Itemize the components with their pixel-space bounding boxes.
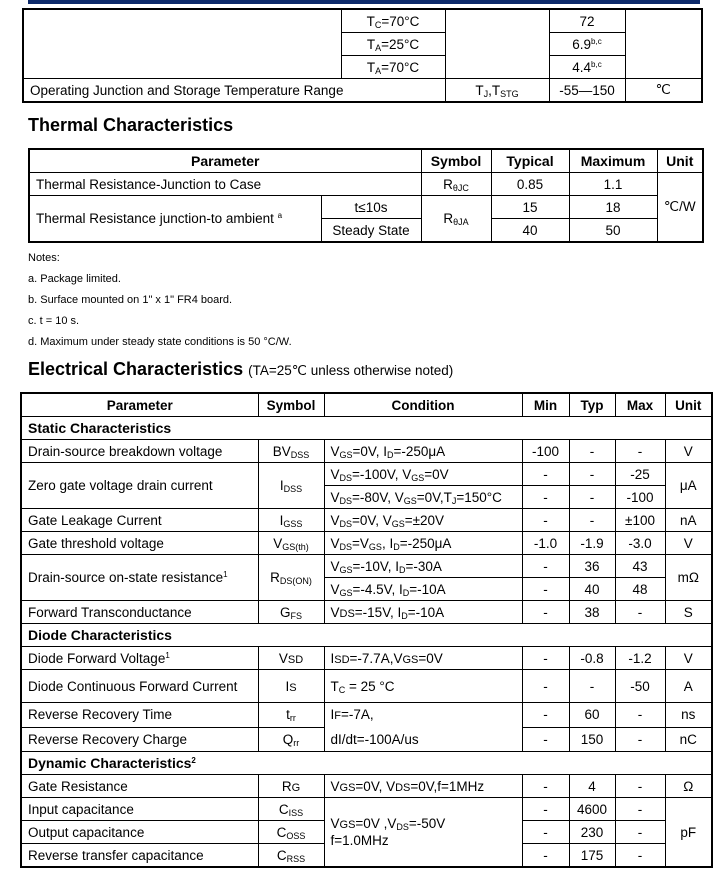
section-title: Thermal Characteristics (28, 115, 234, 135)
min-cell: - (522, 798, 569, 821)
max-cell: -25 (615, 463, 665, 486)
parameter-cell: Drain-source on-state resistance$^1$ (21, 555, 258, 601)
notes (28, 248, 292, 353)
column-header: Symbol (421, 149, 491, 173)
symbol-cell: $t_{rr}$ (258, 703, 324, 728)
unit-cell: mΩ (665, 555, 712, 601)
value-cell: -55—150 (549, 79, 625, 103)
min-cell: - (522, 578, 569, 601)
typ-cell: -1.9 (569, 532, 615, 555)
unit-cell: μA (665, 463, 712, 509)
max-cell: 48 (615, 578, 665, 601)
typ-cell: 36 (569, 555, 615, 578)
note-item: b. Surface mounted on 1" x 1" FR4 board. (28, 294, 233, 306)
unit-cell: ℃/W (657, 173, 703, 243)
min-cell: -1.0 (522, 532, 569, 555)
typ-cell: 230 (569, 821, 615, 844)
symbol-cell: IS (258, 670, 324, 703)
condition-cell: $V_{GS}=-4.5V$, $I_D=-10A$ (324, 578, 522, 601)
min-cell: - (522, 821, 569, 844)
min-cell: - (522, 703, 569, 728)
parameter-cell: Diode Forward Voltage$^1$ (21, 647, 258, 670)
max-cell: - (615, 844, 665, 868)
symbol-cell: $Q_{rr}$ (258, 727, 324, 752)
condition-cell: IF=-7A, dI/dt=-100A/us (324, 703, 522, 752)
parameter-cell: Forward Transconductance (21, 601, 258, 624)
max-cell: -100 (615, 486, 665, 509)
symbol-cell: $R_{DS(ON)}$ (258, 555, 324, 601)
min-cell: - (522, 775, 569, 798)
parameter-cell: Reverse transfer capacitance (21, 844, 258, 868)
min-cell: - (522, 509, 569, 532)
symbol-cell: $C_{OSS}$ (258, 821, 324, 844)
symbol-cell: $I_{DSS}$ (258, 463, 324, 509)
title-note: (TA=25℃ unless otherwise noted) (248, 363, 454, 378)
maximum-cell: 18 (569, 196, 657, 219)
typ-cell: 150 (569, 727, 615, 752)
value-cell: 72 (549, 9, 625, 33)
unit-cell: V (665, 440, 712, 463)
parameter-cell: Gate Resistance (21, 775, 258, 798)
parameter-cell: Thermal Resistance-Junction to Case (29, 173, 421, 196)
column-header: Condition (324, 393, 522, 417)
section-label: Dynamic Characteristics$^2$ (21, 752, 712, 775)
column-header: Min (522, 393, 569, 417)
parameter-cell: Output capacitance (21, 821, 258, 844)
typ-cell: - (569, 486, 615, 509)
table-row (21, 601, 712, 624)
thermal-table (28, 148, 704, 243)
condition-cell: $T_C = 25$ °C (324, 670, 522, 703)
maximum-cell: 50 (569, 219, 657, 243)
section-row (21, 752, 712, 775)
section-row (21, 417, 712, 440)
column-header: Symbol (258, 393, 324, 417)
column-header: Max (615, 393, 665, 417)
condition-cell: $T_C=70^\circ C$ (341, 9, 445, 33)
unit-cell: Ω (665, 775, 712, 798)
min-cell: -100 (522, 440, 569, 463)
section-title: Electrical Characteristics (TA=25℃ unless otherwise noted) (28, 359, 454, 379)
table-row (23, 9, 702, 33)
condition-cell: $T_A=25^\circ C$ (341, 33, 445, 56)
table-row (21, 440, 712, 463)
condition-cell: VDS=-15V, $I_D=-10A$ (324, 601, 522, 624)
column-header: Typ (569, 393, 615, 417)
table-row (21, 703, 712, 728)
parameter-cell: Reverse Recovery Time (21, 703, 258, 728)
parameter-cell: Drain-source breakdown voltage (21, 440, 258, 463)
note-item: c. t = 10 s. (28, 315, 80, 327)
column-header: Maximum (569, 149, 657, 173)
parameter-cell: Zero gate voltage drain current (21, 463, 258, 509)
typical-cell: 15 (491, 196, 569, 219)
typ-cell: 175 (569, 844, 615, 868)
symbol-cell: $V_{GS(th)}$ (258, 532, 324, 555)
symbol-cell: RG (258, 775, 324, 798)
condition-cell: $V_{GS}=-10V$, $I_D=-30A$ (324, 555, 522, 578)
parameter-cell: Diode Continuous Forward Current (21, 670, 258, 703)
max-cell: -50 (615, 670, 665, 703)
typ-cell: - (569, 509, 615, 532)
max-cell: - (615, 798, 665, 821)
max-cell: - (615, 821, 665, 844)
column-header: Unit (657, 149, 703, 173)
max-cell: ±100 (615, 509, 665, 532)
table-row (21, 775, 712, 798)
condition-cell: $V_{GS}=0V$, $I_D=-250\mu A$ (324, 440, 522, 463)
note-item: d. Maximum under steady state conditions is 50 °C/W. (28, 336, 292, 348)
parameter-cell: Reverse Recovery Charge (21, 727, 258, 752)
min-cell: - (522, 486, 569, 509)
header-bar (28, 0, 700, 4)
electrical-table (20, 392, 713, 868)
condition-cell: VGS=0V, VDS=0V,f=1MHz (324, 775, 522, 798)
column-header: Parameter (29, 149, 421, 173)
typical-cell: 40 (491, 219, 569, 243)
unit-cell: V (665, 647, 712, 670)
maximum-cell: 1.1 (569, 173, 657, 196)
max-cell: -3.0 (615, 532, 665, 555)
min-cell: - (522, 727, 569, 752)
table-row (21, 670, 712, 703)
value-cell: 4.4$^{b,c}$ (549, 56, 625, 79)
parameter-cell: Input capacitance (21, 798, 258, 821)
max-cell: -1.2 (615, 647, 665, 670)
absolute-max-table (22, 8, 703, 103)
section-label: Static Characteristics (21, 417, 712, 440)
symbol-cell: $T_J,T_{STG}$ (445, 79, 549, 103)
condition-cell: Steady State (321, 219, 421, 243)
typ-cell: - (569, 670, 615, 703)
symbol-cell: $I_{GSS}$ (258, 509, 324, 532)
min-cell: - (522, 555, 569, 578)
parameter-cell: Gate threshold voltage (21, 532, 258, 555)
notes-heading: Notes: (28, 252, 60, 264)
min-cell: - (522, 647, 569, 670)
parameter-cell: Thermal Resistance junction-to ambient $^a$ (29, 196, 321, 243)
typ-cell: 38 (569, 601, 615, 624)
condition-cell: VGS=0V $,V_{DS}=-50V$ f=1.0MHz (324, 798, 522, 868)
typ-cell: 60 (569, 703, 615, 728)
unit-cell: ℃ (625, 79, 702, 103)
max-cell: - (615, 775, 665, 798)
table-row (21, 532, 712, 555)
parameter-cell: Operating Junction and Storage Temperature Range (23, 79, 445, 103)
table-row (21, 555, 712, 578)
table-row (21, 798, 712, 821)
unit-cell: ns (665, 703, 712, 728)
blank-cell (23, 9, 341, 79)
unit-cell: V (665, 532, 712, 555)
typical-cell: 0.85 (491, 173, 569, 196)
symbol-cell: VSD (258, 647, 324, 670)
symbol-cell: $R_{\theta JA}$ (421, 196, 491, 243)
note-item: a. Package limited. (28, 273, 121, 285)
symbol-cell: $BV_{DSS}$ (258, 440, 324, 463)
column-header: Typical (491, 149, 569, 173)
condition-cell: $V_{DS}=0V$, $V_{GS}=\pm 20V$ (324, 509, 522, 532)
max-cell: - (615, 727, 665, 752)
max-cell: - (615, 440, 665, 463)
condition-cell: $V_{DS}=-100V$, $V_{GS}=0V$ (324, 463, 522, 486)
column-header: Parameter (21, 393, 258, 417)
typ-cell: 4600 (569, 798, 615, 821)
condition-cell: $T_A=70^\circ C$ (341, 56, 445, 79)
table-header-row (21, 393, 712, 417)
min-cell: - (522, 463, 569, 486)
condition-cell: $V_{DS}=-80V$, $V_{GS}=0V,T_J=150^\circ C$ (324, 486, 522, 509)
max-cell: - (615, 703, 665, 728)
max-cell: 43 (615, 555, 665, 578)
value-cell: 6.9$^{b,c}$ (549, 33, 625, 56)
symbol-cell: $C_{ISS}$ (258, 798, 324, 821)
unit-cell: A (665, 670, 712, 703)
parameter-cell: Gate Leakage Current (21, 509, 258, 532)
table-row (21, 463, 712, 486)
unit-cell: pF (665, 798, 712, 868)
symbol-cell: $R_{\theta JC}$ (421, 173, 491, 196)
unit-cell: S (665, 601, 712, 624)
condition-cell: t≤10s (321, 196, 421, 219)
blank-cell (445, 9, 549, 79)
typ-cell: - (569, 440, 615, 463)
table-row (29, 196, 703, 219)
table-row (21, 509, 712, 532)
table-row (21, 647, 712, 670)
table-header-row (29, 149, 703, 173)
typ-cell: -0.8 (569, 647, 615, 670)
table-row (23, 79, 702, 103)
typ-cell: - (569, 463, 615, 486)
blank-cell (625, 9, 702, 79)
column-header: Unit (665, 393, 712, 417)
min-cell: - (522, 601, 569, 624)
section-label: Diode Characteristics (21, 624, 712, 647)
condition-cell: $V_{DS}=V_{GS}$, $I_D=-250\mu A$ (324, 532, 522, 555)
unit-cell: nA (665, 509, 712, 532)
condition-cell: ISD=-7.7A,VGS=0V (324, 647, 522, 670)
min-cell: - (522, 670, 569, 703)
table-row (29, 173, 703, 196)
max-cell: - (615, 601, 665, 624)
unit-cell: nC (665, 727, 712, 752)
symbol-cell: $G_{FS}$ (258, 601, 324, 624)
typ-cell: 4 (569, 775, 615, 798)
section-row (21, 624, 712, 647)
min-cell: - (522, 844, 569, 868)
typ-cell: 40 (569, 578, 615, 601)
symbol-cell: $C_{RSS}$ (258, 844, 324, 868)
